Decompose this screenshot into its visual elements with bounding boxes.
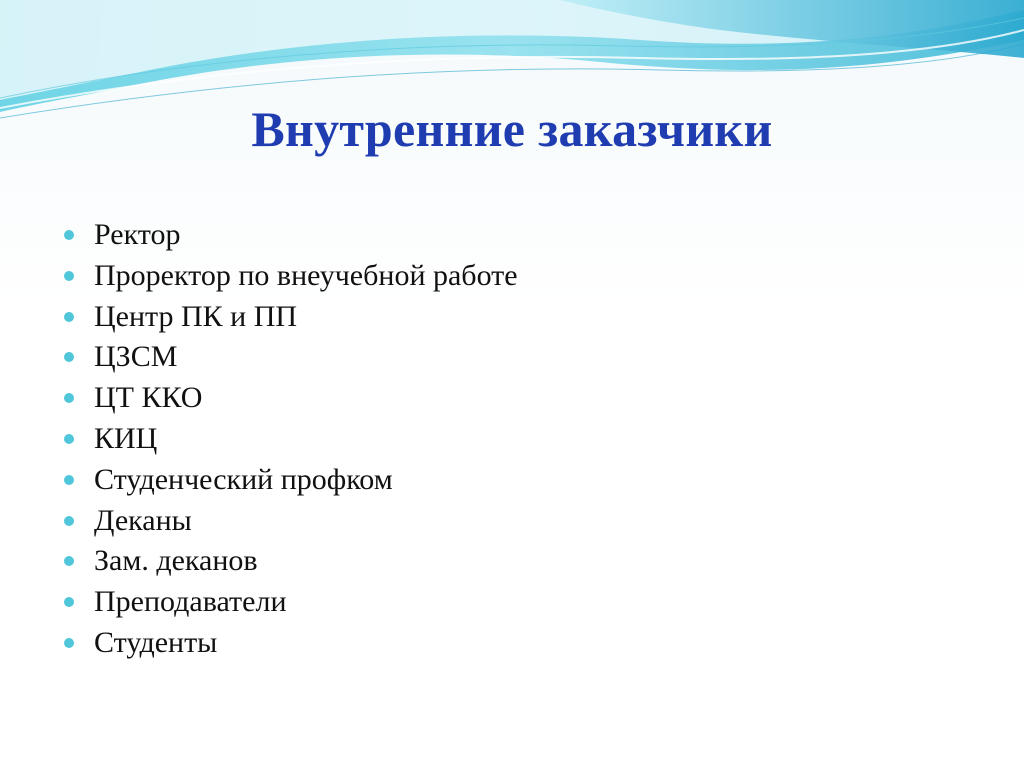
bullet-dot-icon	[64, 271, 74, 281]
list-item	[62, 256, 518, 297]
slide-title: Внутренние заказчики	[251, 101, 773, 157]
list-item	[62, 501, 518, 542]
bullet-dot-icon	[64, 393, 74, 403]
list-item-label: Проректор по внеучебной работе	[94, 258, 518, 292]
list-item-label: Деканы	[94, 503, 192, 537]
list-item	[62, 541, 518, 582]
bullet-dot-icon	[64, 312, 74, 322]
list-item	[62, 337, 518, 378]
bullet-list	[62, 215, 518, 664]
list-item	[62, 378, 518, 419]
list-item-label: Зам. деканов	[94, 544, 258, 578]
list-item-label: Центр ПК и ПП	[94, 299, 298, 333]
list-item	[62, 419, 518, 460]
list-item	[62, 460, 518, 501]
list-item-label: Преподаватели	[94, 585, 287, 619]
list-item-label: КИЦ	[94, 421, 158, 455]
list-item-label: Студенческий профком	[94, 462, 393, 496]
list-item	[62, 297, 518, 338]
list-item-label: Ректор	[94, 218, 181, 251]
bullet-dot-icon	[64, 475, 74, 485]
bullet-dot-icon	[64, 638, 74, 648]
list-item-label: ЦЗСМ	[94, 340, 178, 374]
list-item-label: ЦТ ККО	[94, 381, 203, 415]
list-item	[62, 623, 518, 664]
bullet-dot-icon	[64, 230, 74, 240]
list-item	[62, 582, 518, 623]
bullet-dot-icon	[64, 352, 74, 362]
bullet-dot-icon	[64, 516, 74, 526]
bullet-dot-icon	[64, 434, 74, 444]
list-item-label: Студенты	[94, 625, 218, 659]
list-item	[62, 215, 518, 256]
bullet-dot-icon	[64, 556, 74, 566]
bullet-dot-icon	[64, 597, 74, 607]
